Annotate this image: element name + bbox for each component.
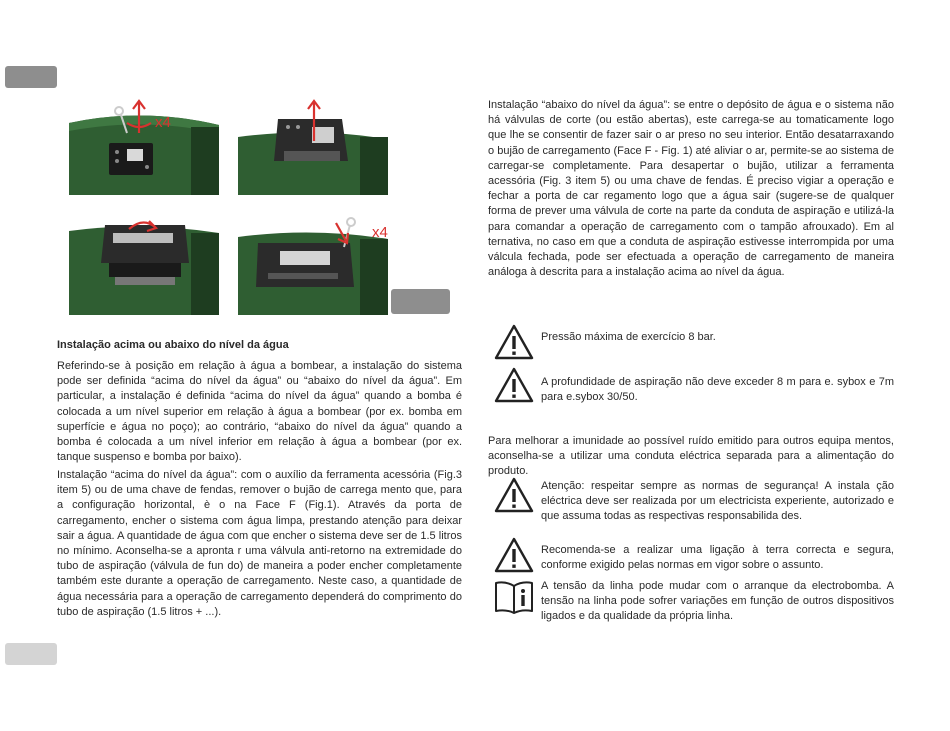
warning-triangle-icon — [494, 537, 534, 573]
warning-max-pressure — [494, 324, 894, 360]
warning-triangle-icon — [494, 477, 534, 513]
figure-close-plug-tool — [238, 217, 388, 315]
section-heading: Instalação acima ou abaixo do nível da água — [57, 339, 289, 351]
figure-remove-plug-tool — [69, 97, 219, 195]
figure-rotate-cap — [69, 217, 219, 315]
warning-max-pressure-text: Pressão máxima de exercício 8 bar. — [541, 331, 716, 343]
figure-label-x4: x4 — [155, 114, 171, 131]
page-tab-top-left — [5, 66, 57, 88]
paragraph-below-water-level: Instalação “abaixo do nível da água”: se entre o depósito de água e o sistema não há válvulas de corte (ou estão abertas), este carrega-se au tomaticamente logo que lhe se consentir de fazer sair o ar preso no seu interior. Então desatarraxando o bujão de carregamento (Face F - Fig. 1) até aliviar o ar, permite-se ao sistema de carregar-se completamente. Para desapertar o bujão, utilizar a ferramenta acessória (Fig. 3 item 5) ou uma chave de fendas. É preciso vigiar a operação e fechar a porta de car regamento logo que a água sair (sugere-se de qualquer forma de prever uma válvula de corte na parte da conduta de aspiração e utilizá-la para comandar a operação de carregamento com o tampão afrouxado). Em al ternativa, no caso em que a conduta de aspiração estivesse interrompida por uma válcula fechada, pode ser efectuada a operação de carregamento de maneira análoga à descrita para a instalação acima ao nível da água. — [488, 99, 894, 279]
page-tab-bottom-left — [5, 643, 57, 665]
warning-earthing — [494, 537, 894, 573]
manual-info-icon — [494, 578, 534, 614]
info-line-voltage — [494, 578, 894, 626]
warning-earthing-text: Recomenda-se a realizar uma ligação à terra correcta e segura, conforme exigido pelas normas em vigor sobre o assunto. — [541, 544, 894, 572]
figure-label-x4: x4 — [372, 224, 388, 241]
figure-open-door — [238, 97, 388, 195]
paragraph-above-water-level: Instalação “acima do nível da água”: com o auxílio da ferramenta acessória (Fig.3 item 5) ou de uma chave de fendas, remover o bujão de carrega mento que, para a configuração horizontal, è o na Face F (Fig.1). Através da porta de carregamento, encher o sistema com água limpa, prestando atenção para deixar sair a água. A quantidade de água com que encher o sistema deve ser de 1.5 litros no mínimo. Aconselha-se a apronta r uma válvula anti-retorno na extremidade do tubo de aspiração (válvula de fun do) de maneira a poder encher completamente também este durante a operação de carregamento. Neste caso, a quantidade de água necessária para a operação de carregamento dependerá do comprimento do tubo de aspiração (1.5 litros + ...). — [57, 469, 462, 618]
paragraph-installation-position: Referindo-se à posição em relação à água a bombear, a instalação do sistema pode ser definida “acima do nível da água” ou “abaixo do nível da água”. Em particular, a instalação é definida “acima do nível da água” quando a bomba é colocada a um nível superior em relação à água a bombear (por ex. bomba em superfície e água no poço); ao contrário, “abaixo do nível da água” quando a bomba é colocada a um nível inferior em relação à água a bombear (por ex. tanque suspenso e bomba por baixo). — [57, 360, 462, 464]
warning-safety-rules-text: Atenção: respeitar sempre as normas de segurança! A instala ção eléctrica deve ser realizada por um electricista experiente, autorizado e que assuma todas as respectivas responsabilida des. — [541, 480, 894, 523]
warning-triangle-icon — [494, 367, 534, 403]
warning-suction-depth-text: A profundidade de aspiração não deve exceder 8 m para e. sybox e 7m para e.sybox 30/50. — [541, 376, 894, 404]
page-tab-figure-right — [391, 289, 450, 314]
paragraph-electrical-supply: Para melhorar a imunidade ao possível ruído emitido para outros equipa mentos, aconselha-se a utilizar uma conduta eléctrica separada para a alimentação do produto. — [488, 435, 894, 478]
warning-suction-depth — [494, 367, 894, 403]
warning-safety-rules — [494, 477, 894, 537]
info-line-voltage-text: A tensão da linha pode mudar com o arranque da electrobomba. A tensão na linha pode sofrer variações em função de outros dispositivos ligados e da qualidade da própria linha. — [541, 580, 894, 623]
warning-triangle-icon — [494, 324, 534, 360]
